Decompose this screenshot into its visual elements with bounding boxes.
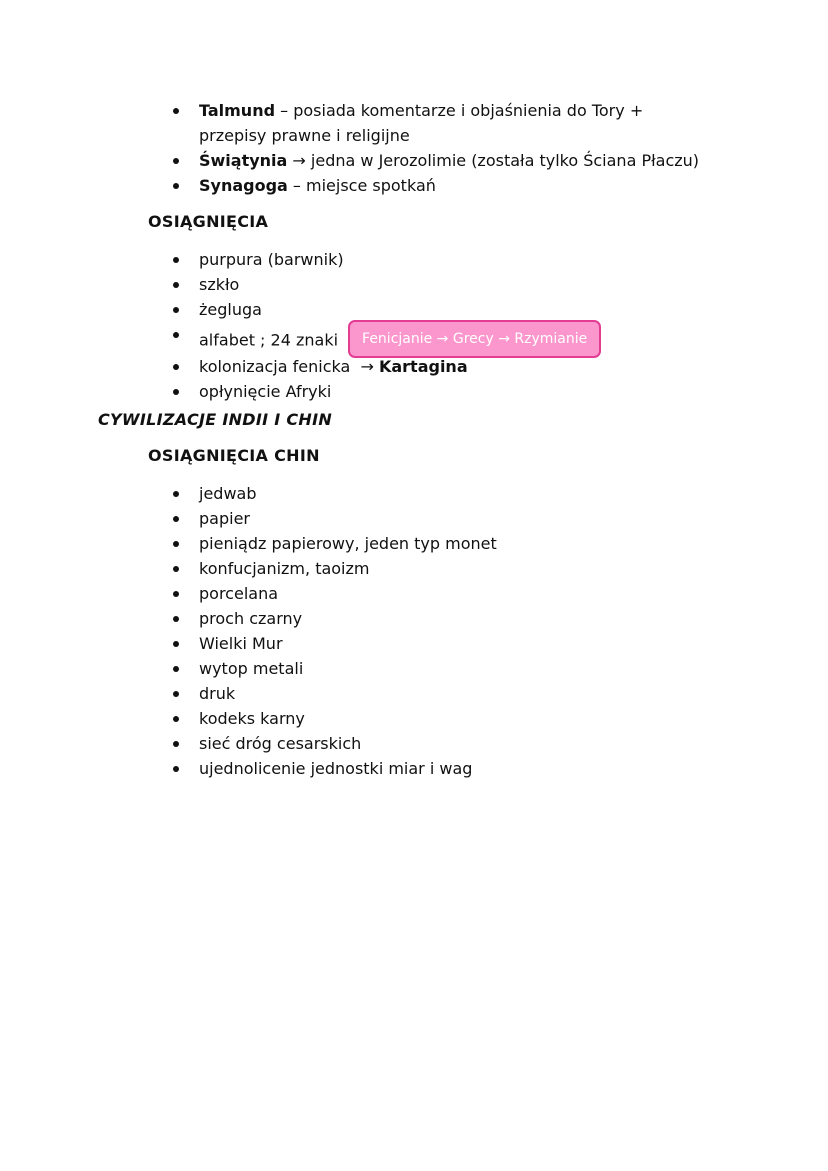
- list-item: [170, 631, 730, 656]
- list-item: [170, 481, 730, 506]
- term: Talmund: [199, 101, 276, 120]
- list-item: [170, 731, 730, 756]
- list-item: [170, 297, 730, 322]
- list-item: [170, 706, 730, 731]
- list-item: [170, 173, 730, 198]
- item-text: wytop metali: [199, 659, 304, 678]
- term: Synagoga: [199, 176, 288, 195]
- item-text: sieć dróg cesarskich: [199, 734, 362, 753]
- list-item: [170, 247, 730, 272]
- item-text: ujednolicenie jednostki miar i wag: [199, 759, 473, 778]
- item-text: opłynięcie Afryki: [199, 382, 332, 401]
- item-text: alfabet ; 24 znaki: [199, 330, 339, 350]
- phoenicia-heading: OSIĄGNIĘCIA: [148, 212, 269, 231]
- item-text: jedwab: [199, 484, 257, 503]
- list-item: [170, 681, 730, 706]
- item-text: konfucjanizm, taoizm: [199, 559, 370, 578]
- item-text: żegluga: [199, 300, 262, 319]
- phoenicia-list: [170, 247, 730, 404]
- description: → jedna w Jerozolimie (została tylko Ściana Płaczu): [287, 151, 700, 170]
- item-text: papier: [199, 509, 250, 528]
- item-text: purpura (barwnik): [199, 250, 344, 269]
- description: – miejsce spotkań: [287, 176, 436, 195]
- item-text: kolonizacja fenicka →: [199, 357, 379, 376]
- term: Świątynia: [199, 151, 288, 170]
- item-text: proch czarny: [199, 609, 303, 628]
- religion-list: [170, 98, 730, 198]
- item-text: kodeks karny: [199, 709, 305, 728]
- list-item: [170, 98, 699, 148]
- list-item: [170, 581, 730, 606]
- item-text: Wielki Mur: [199, 634, 283, 653]
- item-text: pieniądz papierowy, jeden typ monet: [199, 534, 497, 553]
- list-item: [170, 606, 730, 631]
- description: – posiada komentarze i objaśnienia do Tory + przepisy prawne i religijne: [199, 101, 644, 145]
- list-item: [170, 148, 730, 173]
- item-text: porcelana: [199, 584, 279, 603]
- list-item: [170, 556, 730, 581]
- list-item: [170, 379, 730, 404]
- item-text: szkło: [199, 275, 240, 294]
- item-bold: Kartagina: [378, 357, 468, 376]
- list-item: [170, 531, 730, 556]
- list-item: [170, 272, 730, 297]
- list-item: [170, 506, 730, 531]
- section-title: CYWILIZACJE INDII I CHIN: [98, 410, 333, 429]
- list-item: [170, 756, 730, 781]
- list-item: [170, 354, 730, 379]
- china-list: [170, 481, 730, 781]
- highlight-note: Fenicjanie → Grecy → Rzymianie: [348, 320, 601, 358]
- china-heading: OSIĄGNIĘCIA CHIN: [148, 446, 320, 465]
- list-item: [170, 656, 730, 681]
- item-text: druk: [199, 684, 236, 703]
